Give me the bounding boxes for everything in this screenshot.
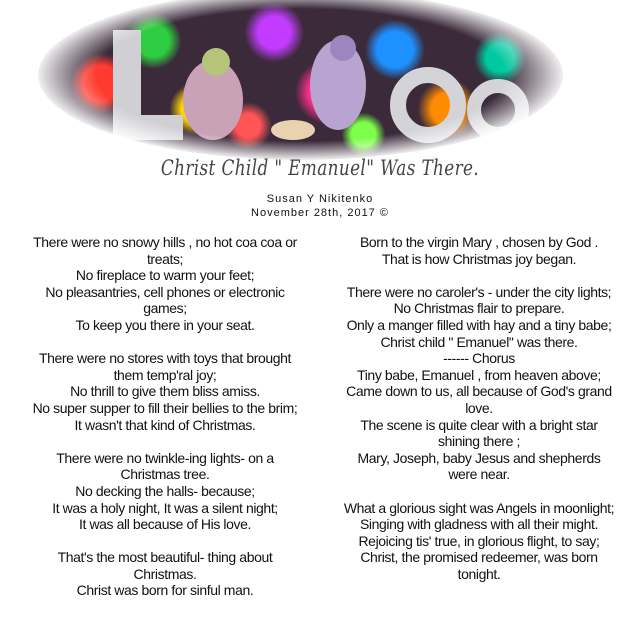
poem-line: Christmas tree.: [120, 466, 210, 483]
author-name: Susan Y Nikitenko: [266, 193, 374, 205]
poem-title: Christ Child " Emanuel" Was There.: [160, 156, 480, 180]
poem-line: There were no stores with toys that brought: [38, 350, 292, 367]
poem-line: ------ Chorus: [443, 350, 515, 367]
poem-stanza: [5, 234, 325, 334]
poem-line: To keep you there in your seat.: [75, 316, 255, 333]
poem-line: No decking the halls- because;: [75, 482, 255, 499]
love-letters-figure: [38, 0, 563, 160]
poem-line: games;: [143, 300, 187, 317]
poem-line: Rejoicing tis' true, in glorious flight, to say;: [358, 532, 600, 549]
poem-line: Christmas.: [133, 565, 197, 582]
joseph-head: [330, 35, 356, 61]
poem-stanza: [5, 549, 325, 599]
poem-line: No fireplace to warm your feet;: [75, 267, 255, 284]
poem-line: The scene is quite clear with a bright star: [360, 416, 598, 433]
poem-right-column: [318, 234, 640, 599]
poem-left-column: [5, 234, 325, 616]
poem-line: shining there ;: [438, 433, 520, 450]
poem-line: them temp'ral joy;: [113, 366, 217, 383]
poem-line: There were no snowy hills , no hot coa coa or: [33, 234, 297, 250]
poem-line: love.: [465, 399, 493, 416]
poem-line: It was a holy night, It was a silent night;: [52, 499, 278, 516]
letter-v: [398, 75, 458, 135]
poem-line: That's the most beautiful- thing about: [57, 549, 273, 566]
poem-line: Christ child " Emanuel" was there.: [380, 333, 578, 350]
mary-head: [202, 48, 230, 76]
header-banner-image: [38, 0, 563, 160]
poem-line: Mary, Joseph, baby Jesus and shepherds: [357, 449, 601, 466]
poem-line: There were no caroler's - under the city lights;: [346, 283, 612, 300]
letter-l-base: [113, 115, 183, 140]
letter-e: [474, 86, 522, 134]
poem-line: No thrill to give them bliss amiss.: [70, 383, 260, 400]
poem-line: No super supper to fill their bellies to the brim;: [32, 399, 298, 416]
poem-line: It was all because of His love.: [78, 516, 252, 533]
poem-line: Tiny babe, Emanuel , from heaven above;: [357, 366, 601, 383]
poem-line: Christ, the promised redeemer, was born: [360, 549, 598, 566]
poem-line: were near.: [448, 466, 510, 483]
poem-line: Came down to us, all because of God's grand: [346, 383, 612, 400]
poem-line: It wasn't that kind of Christmas.: [74, 416, 256, 433]
poem-stanza: [318, 284, 640, 483]
poem-line: Singing with gladness with all their might.: [359, 516, 599, 533]
poem-line: That is how Christmas joy began.: [381, 250, 577, 267]
poem-line: Only a manger filled with hay and a tiny babe;: [346, 316, 612, 333]
poem-line: What a glorious sight was Angels in moonlight;: [343, 499, 615, 516]
poem-stanza: [318, 234, 640, 267]
poem-line: No Christmas flair to prepare.: [393, 300, 565, 317]
poem-line: There were no twinkle-ing lights- on a: [56, 449, 274, 466]
poem-stanza: [5, 350, 325, 433]
baby-figure: [271, 120, 315, 140]
poem-line: treats;: [146, 250, 184, 267]
poem-stanza: [5, 450, 325, 533]
poem-line: No pleasantries, cell phones or electronic: [45, 283, 285, 300]
poem-date: November 28th, 2017 ©: [251, 207, 389, 219]
poem-line: Born to the virgin Mary , chosen by God .: [359, 234, 599, 250]
poem-stanza: [318, 500, 640, 583]
poem-line: Christ was born for sinful man.: [76, 582, 254, 599]
poem-line: tonight.: [457, 565, 501, 582]
